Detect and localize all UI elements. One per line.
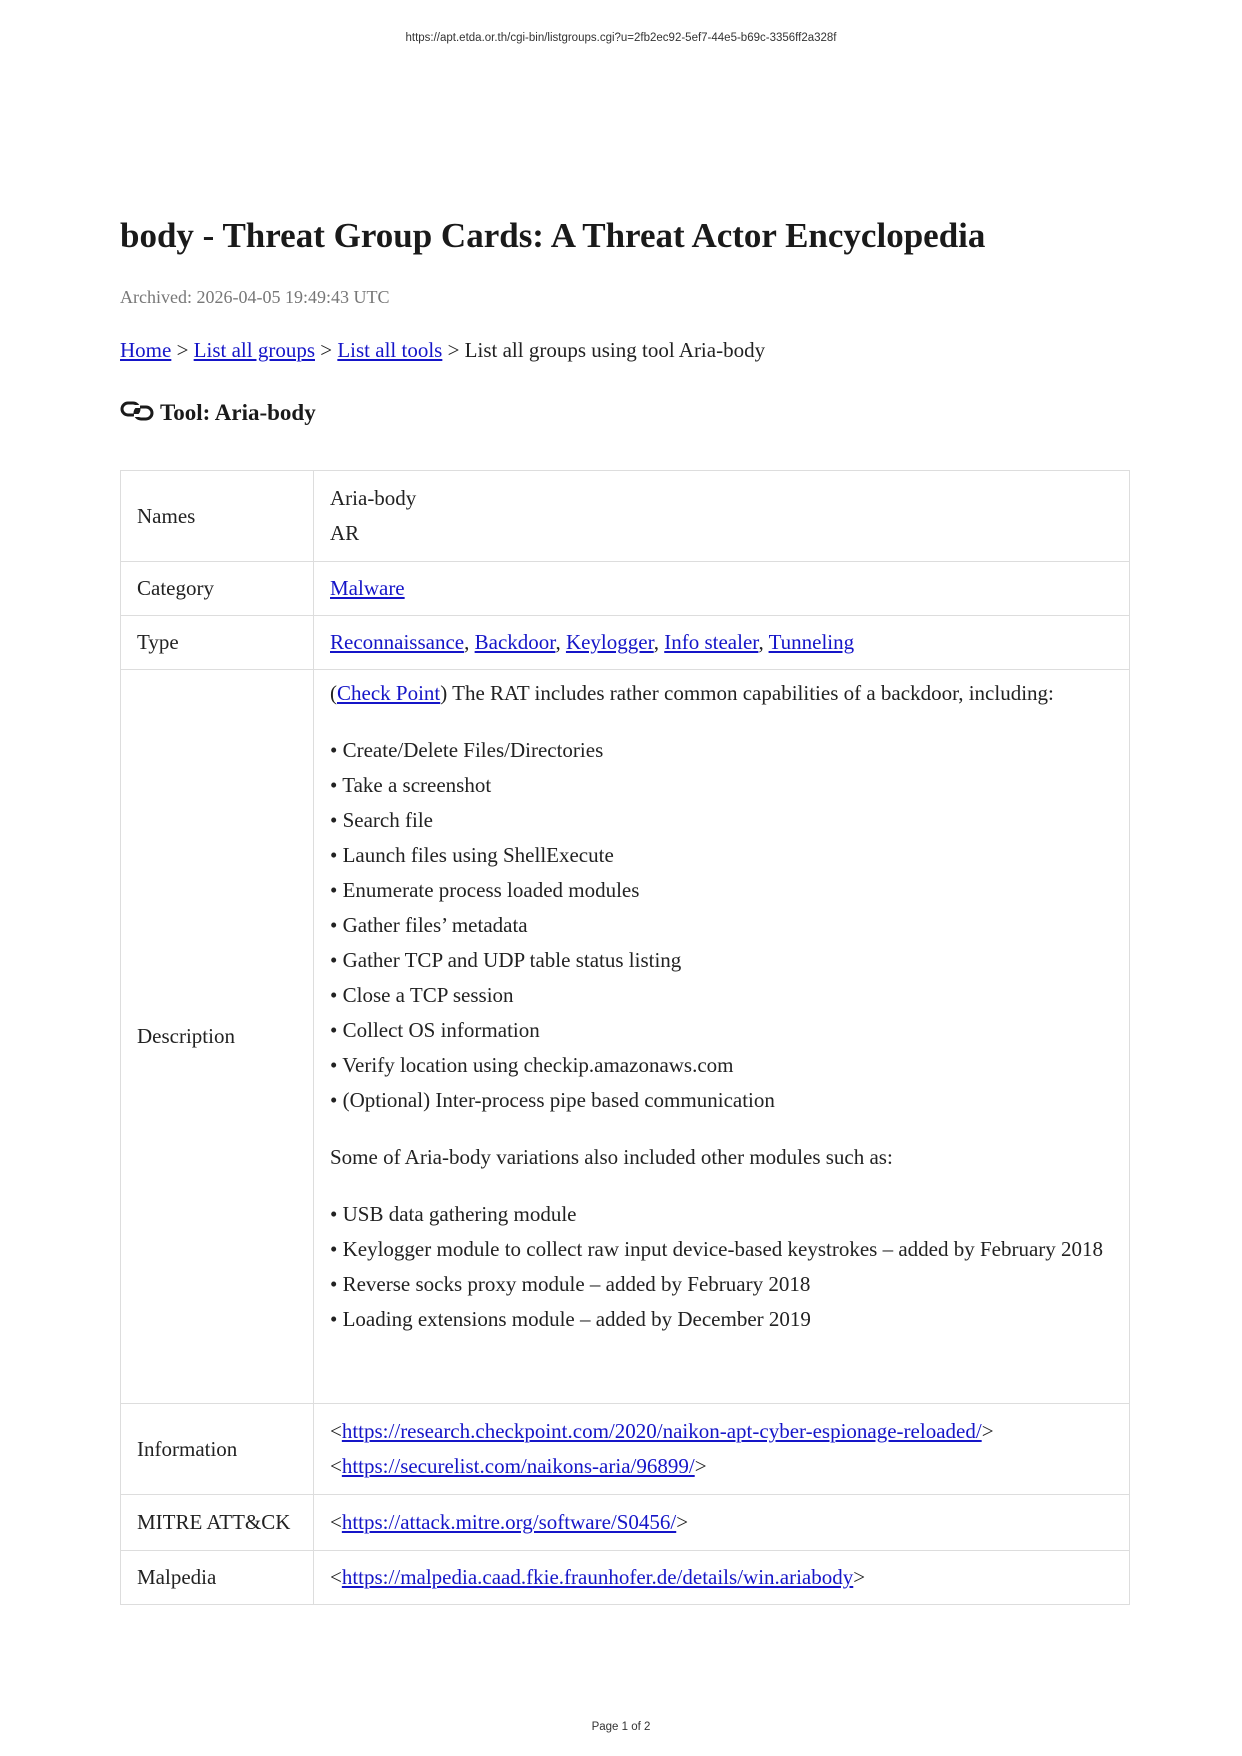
list-item: • Take a screenshot <box>330 773 492 797</box>
print-header-url: https://apt.etda.or.th/cgi-bin/listgroups.cgi?u=2fb2ec92-5ef7-44e5-b69c-3356ff2a328f <box>405 32 837 44</box>
name-item: Aria-body <box>330 486 417 510</box>
angle-close: > <box>694 1454 707 1478</box>
description-label: Description <box>121 670 314 1404</box>
tool-info-table <box>120 470 1130 1605</box>
paren-open: ( <box>330 681 337 705</box>
type-label: Type <box>121 616 314 670</box>
capabilities-list <box>330 733 1113 1118</box>
modules-list <box>330 1197 1113 1337</box>
type-separator: , <box>758 630 769 654</box>
angle-open: < <box>330 1510 342 1534</box>
list-item: • Close a TCP session <box>330 983 514 1007</box>
list-item: • Search file <box>330 808 433 832</box>
list-item: • Collect OS information <box>330 1018 540 1042</box>
variations-text: Some of Aria-body variations also included other modules such as: <box>330 1145 893 1169</box>
angle-close: > <box>676 1510 689 1534</box>
check-point-link[interactable]: Check Point <box>337 681 441 705</box>
angle-open: < <box>330 1454 342 1478</box>
mitre-link[interactable]: https://attack.mitre.org/software/S0456/ <box>341 1510 677 1534</box>
names-value <box>314 471 1130 562</box>
type-value <box>314 616 1130 670</box>
list-item: • USB data gathering module <box>330 1202 577 1226</box>
angle-close: > <box>853 1565 866 1589</box>
tool-heading-text: Tool: Aria-body <box>160 400 316 425</box>
page-title: body - Threat Group Cards: A Threat Actor Encyclopedia <box>120 216 986 255</box>
type-separator: , <box>555 630 566 654</box>
category-malware-link[interactable]: Malware <box>330 576 405 600</box>
angle-open: < <box>330 1565 342 1589</box>
type-link[interactable]: Keylogger <box>565 630 654 654</box>
names-row <box>121 471 1130 562</box>
category-row <box>121 562 1130 616</box>
breadcrumb-separator: > <box>315 338 338 362</box>
archived-timestamp: Archived: 2026-04-05 19:49:43 UTC <box>120 287 390 307</box>
mitre-label: MITRE ATT&CK <box>121 1495 314 1551</box>
type-separator: , <box>464 630 475 654</box>
list-item: • Verify location using checkip.amazonaws.com <box>330 1053 734 1077</box>
type-link[interactable]: Backdoor <box>474 630 556 654</box>
link-icon <box>120 400 154 422</box>
names-label: Names <box>121 471 314 562</box>
information-value <box>314 1404 1130 1495</box>
information-link[interactable]: https://securelist.com/naikons-aria/96899/ <box>341 1454 695 1478</box>
mitre-row <box>121 1495 1130 1551</box>
type-link[interactable]: Info stealer <box>664 630 759 654</box>
tool-heading <box>120 400 316 426</box>
information-row <box>121 1404 1130 1495</box>
page-number: Page 1 of 2 <box>591 1721 651 1733</box>
malpedia-link[interactable]: https://malpedia.caad.fkie.fraunhofer.de/details/win.ariabody <box>341 1565 854 1589</box>
breadcrumb-home-link[interactable]: Home <box>120 338 172 362</box>
breadcrumb-tools-link[interactable]: List all tools <box>337 338 443 362</box>
list-item: • Keylogger module to collect raw input device-based keystrokes – added by February 2018 <box>330 1237 1104 1261</box>
information-link-line <box>330 1449 1113 1484</box>
breadcrumb <box>120 338 765 363</box>
intro-text: ) The RAT includes rather common capabilities of a backdoor, including: <box>440 681 1054 705</box>
list-item: • Reverse socks proxy module – added by February 2018 <box>330 1272 811 1296</box>
breadcrumb-current: > List all groups using tool Aria-body <box>442 338 766 362</box>
list-item: • Create/Delete Files/Directories <box>330 738 604 762</box>
malpedia-value <box>314 1551 1130 1605</box>
list-item: • (Optional) Inter-process pipe based communication <box>330 1088 775 1112</box>
name-item: AR <box>330 521 360 545</box>
type-row <box>121 616 1130 670</box>
malpedia-label: Malpedia <box>121 1551 314 1605</box>
type-link[interactable]: Reconnaissance <box>330 630 465 654</box>
list-item: • Gather TCP and UDP table status listing <box>330 948 682 972</box>
description-intro <box>330 676 1113 711</box>
breadcrumb-groups-link[interactable]: List all groups <box>193 338 315 362</box>
list-item: • Loading extensions module – added by December 2019 <box>330 1307 811 1331</box>
description-value <box>314 670 1130 1404</box>
description-row <box>121 670 1130 1404</box>
list-item: • Enumerate process loaded modules <box>330 878 640 902</box>
list-item: • Gather files’ metadata <box>330 913 528 937</box>
information-label: Information <box>121 1404 314 1495</box>
mitre-value <box>314 1495 1130 1551</box>
information-link-line <box>330 1414 1113 1449</box>
angle-open: < <box>330 1419 342 1443</box>
list-item: • Launch files using ShellExecute <box>330 843 614 867</box>
type-link[interactable]: Tunneling <box>768 630 855 654</box>
breadcrumb-separator: > <box>171 338 194 362</box>
angle-close: > <box>981 1419 994 1443</box>
category-value <box>314 562 1130 616</box>
type-separator: , <box>653 630 665 654</box>
category-label: Category <box>121 562 314 616</box>
information-link[interactable]: https://research.checkpoint.com/2020/naikon-apt-cyber-espionage-reloaded/ <box>341 1419 982 1443</box>
malpedia-row <box>121 1551 1130 1605</box>
